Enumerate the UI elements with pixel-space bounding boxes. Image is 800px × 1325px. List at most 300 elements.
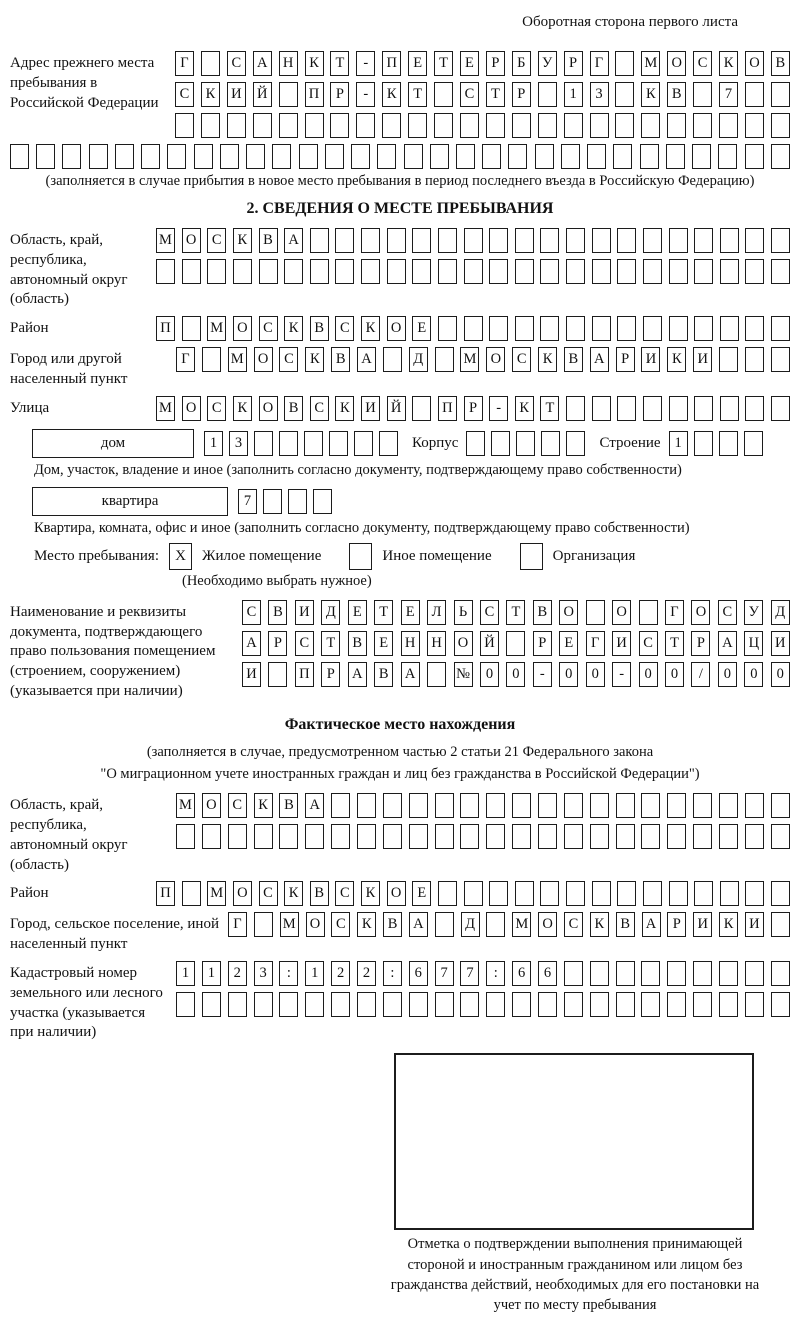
char-cell[interactable]: О [233, 881, 252, 906]
char-cell[interactable]: Т [330, 51, 349, 76]
char-cell[interactable] [515, 316, 534, 341]
char-cell[interactable] [720, 259, 739, 284]
char-cell[interactable]: Г [665, 600, 684, 625]
char-cell[interactable] [356, 113, 375, 138]
char-cell[interactable] [207, 259, 226, 284]
char-cell[interactable]: В [268, 600, 287, 625]
char-cell[interactable] [566, 431, 585, 456]
char-cell[interactable] [719, 431, 738, 456]
char-cell[interactable]: О [182, 396, 201, 421]
char-cell[interactable] [566, 228, 585, 253]
char-cell[interactable] [460, 824, 479, 849]
char-cell[interactable]: 6 [512, 961, 531, 986]
char-cell[interactable] [566, 396, 585, 421]
char-cell[interactable] [515, 259, 534, 284]
char-cell[interactable]: Д [771, 600, 790, 625]
char-cell[interactable] [383, 824, 402, 849]
char-cell[interactable] [202, 824, 221, 849]
char-cell[interactable]: К [233, 396, 252, 421]
char-cell[interactable] [771, 912, 790, 937]
char-cell[interactable]: Е [559, 631, 578, 656]
char-cell[interactable] [268, 662, 287, 687]
char-cell[interactable] [412, 259, 431, 284]
char-cell[interactable] [438, 881, 457, 906]
checkbox-residential[interactable]: X [169, 543, 192, 570]
char-cell[interactable]: Е [348, 600, 367, 625]
char-cell[interactable]: П [156, 316, 175, 341]
char-cell[interactable] [744, 431, 763, 456]
char-cell[interactable]: О [202, 793, 221, 818]
char-cell[interactable] [719, 824, 738, 849]
char-cell[interactable]: П [305, 82, 324, 107]
char-cell[interactable] [719, 347, 738, 372]
char-cell[interactable] [506, 631, 525, 656]
char-cell[interactable] [669, 396, 688, 421]
char-cell[interactable]: К [233, 228, 252, 253]
char-cell[interactable] [279, 992, 298, 1017]
char-cell[interactable]: О [306, 912, 325, 937]
char-cell[interactable]: И [745, 912, 764, 937]
char-cell[interactable] [464, 259, 483, 284]
char-cell[interactable] [615, 82, 634, 107]
char-cell[interactable] [771, 228, 790, 253]
char-cell[interactable] [382, 113, 401, 138]
char-cell[interactable] [719, 992, 738, 1017]
char-cell[interactable] [694, 881, 713, 906]
char-cell[interactable] [564, 992, 583, 1017]
char-cell[interactable] [643, 316, 662, 341]
char-cell[interactable] [719, 961, 738, 986]
char-cell[interactable]: 0 [718, 662, 737, 687]
char-cell[interactable]: О [387, 881, 406, 906]
char-cell[interactable] [357, 992, 376, 1017]
char-cell[interactable]: С [228, 793, 247, 818]
char-cell[interactable] [263, 489, 282, 514]
char-cell[interactable] [538, 113, 557, 138]
char-cell[interactable]: № [454, 662, 473, 687]
char-cell[interactable]: Т [374, 600, 393, 625]
char-cell[interactable] [409, 992, 428, 1017]
char-cell[interactable]: - [612, 662, 631, 687]
char-cell[interactable]: 2 [228, 961, 247, 986]
char-cell[interactable]: К [590, 912, 609, 937]
char-cell[interactable] [540, 259, 559, 284]
char-cell[interactable] [299, 144, 318, 169]
char-cell[interactable]: К [284, 316, 303, 341]
char-cell[interactable]: И [641, 347, 660, 372]
char-cell[interactable]: К [382, 82, 401, 107]
char-cell[interactable] [566, 259, 585, 284]
char-cell[interactable]: И [693, 912, 712, 937]
char-cell[interactable]: У [538, 51, 557, 76]
char-cell[interactable] [669, 316, 688, 341]
char-cell[interactable]: / [691, 662, 710, 687]
char-cell[interactable] [430, 144, 449, 169]
char-cell[interactable] [771, 793, 790, 818]
char-cell[interactable] [175, 113, 194, 138]
char-cell[interactable] [720, 316, 739, 341]
char-cell[interactable] [771, 144, 790, 169]
char-cell[interactable] [435, 347, 454, 372]
char-cell[interactable]: И [612, 631, 631, 656]
char-cell[interactable]: С [310, 396, 329, 421]
char-cell[interactable]: 0 [665, 662, 684, 687]
char-cell[interactable]: Р [616, 347, 635, 372]
char-cell[interactable] [718, 144, 737, 169]
char-cell[interactable] [694, 228, 713, 253]
char-cell[interactable]: Г [175, 51, 194, 76]
char-cell[interactable]: М [156, 396, 175, 421]
char-cell[interactable]: О [559, 600, 578, 625]
char-cell[interactable] [771, 259, 790, 284]
char-cell[interactable] [641, 113, 660, 138]
char-cell[interactable]: Е [412, 316, 431, 341]
char-cell[interactable]: Р [691, 631, 710, 656]
char-cell[interactable]: К [305, 51, 324, 76]
char-cell[interactable]: : [383, 961, 402, 986]
char-cell[interactable]: О [233, 316, 252, 341]
char-cell[interactable] [667, 961, 686, 986]
char-cell[interactable] [233, 259, 252, 284]
checkbox-other-premises[interactable] [349, 543, 372, 570]
char-cell[interactable]: И [693, 347, 712, 372]
char-cell[interactable] [771, 881, 790, 906]
char-cell[interactable]: П [382, 51, 401, 76]
char-cell[interactable] [720, 396, 739, 421]
char-cell[interactable] [254, 431, 273, 456]
char-cell[interactable] [613, 144, 632, 169]
char-cell[interactable] [694, 259, 713, 284]
char-cell[interactable] [771, 396, 790, 421]
char-cell[interactable]: М [207, 881, 226, 906]
char-cell[interactable] [460, 992, 479, 1017]
char-cell[interactable]: 7 [460, 961, 479, 986]
char-cell[interactable]: Л [427, 600, 446, 625]
char-cell[interactable] [464, 228, 483, 253]
char-cell[interactable] [667, 113, 686, 138]
char-cell[interactable]: И [242, 662, 261, 687]
char-cell[interactable] [304, 431, 323, 456]
char-cell[interactable]: Д [409, 347, 428, 372]
char-cell[interactable]: В [564, 347, 583, 372]
char-cell[interactable] [745, 824, 764, 849]
char-cell[interactable] [566, 881, 585, 906]
char-cell[interactable] [438, 259, 457, 284]
char-cell[interactable] [409, 793, 428, 818]
char-cell[interactable]: 1 [305, 961, 324, 986]
char-cell[interactable]: К [335, 396, 354, 421]
char-cell[interactable]: Р [321, 662, 340, 687]
char-cell[interactable]: С [480, 600, 499, 625]
char-cell[interactable] [617, 316, 636, 341]
char-cell[interactable] [412, 228, 431, 253]
char-cell[interactable] [325, 144, 344, 169]
char-cell[interactable] [167, 144, 186, 169]
char-cell[interactable]: А [642, 912, 661, 937]
char-cell[interactable]: С [718, 600, 737, 625]
char-cell[interactable] [335, 259, 354, 284]
char-cell[interactable] [331, 992, 350, 1017]
char-cell[interactable] [246, 144, 265, 169]
char-cell[interactable] [720, 228, 739, 253]
char-cell[interactable]: Е [401, 600, 420, 625]
char-cell[interactable]: 1 [669, 431, 688, 456]
char-cell[interactable] [535, 144, 554, 169]
char-cell[interactable]: Б [512, 51, 531, 76]
char-cell[interactable] [720, 881, 739, 906]
char-cell[interactable]: С [242, 600, 261, 625]
char-cell[interactable] [254, 824, 273, 849]
char-cell[interactable] [305, 992, 324, 1017]
char-cell[interactable]: О [182, 228, 201, 253]
char-cell[interactable]: С [259, 881, 278, 906]
char-cell[interactable] [141, 144, 160, 169]
char-cell[interactable]: С [460, 82, 479, 107]
char-cell[interactable] [771, 347, 790, 372]
char-cell[interactable] [460, 793, 479, 818]
char-cell[interactable]: С [335, 881, 354, 906]
char-cell[interactable]: Р [512, 82, 531, 107]
char-cell[interactable]: К [254, 793, 273, 818]
char-cell[interactable]: Е [412, 881, 431, 906]
char-cell[interactable] [590, 793, 609, 818]
char-cell[interactable] [330, 113, 349, 138]
char-cell[interactable] [745, 881, 764, 906]
char-cell[interactable] [592, 228, 611, 253]
char-cell[interactable]: - [356, 51, 375, 76]
char-cell[interactable] [354, 431, 373, 456]
char-cell[interactable] [641, 992, 660, 1017]
char-cell[interactable] [253, 113, 272, 138]
char-cell[interactable]: Г [586, 631, 605, 656]
char-cell[interactable] [667, 992, 686, 1017]
char-cell[interactable] [176, 824, 195, 849]
char-cell[interactable] [156, 259, 175, 284]
char-cell[interactable] [693, 793, 712, 818]
char-cell[interactable] [617, 881, 636, 906]
char-cell[interactable]: 3 [590, 82, 609, 107]
char-cell[interactable] [643, 228, 662, 253]
char-cell[interactable] [486, 912, 505, 937]
char-cell[interactable]: 6 [409, 961, 428, 986]
char-cell[interactable] [540, 316, 559, 341]
char-cell[interactable]: О [667, 51, 686, 76]
char-cell[interactable] [182, 316, 201, 341]
char-cell[interactable]: О [387, 316, 406, 341]
char-cell[interactable] [566, 316, 585, 341]
char-cell[interactable] [460, 113, 479, 138]
char-cell[interactable]: С [512, 347, 531, 372]
char-cell[interactable]: М [460, 347, 479, 372]
char-cell[interactable] [434, 82, 453, 107]
char-cell[interactable]: - [356, 82, 375, 107]
char-cell[interactable] [771, 824, 790, 849]
char-cell[interactable] [667, 793, 686, 818]
char-cell[interactable] [590, 992, 609, 1017]
char-cell[interactable] [745, 144, 764, 169]
char-cell[interactable]: М [156, 228, 175, 253]
char-cell[interactable]: Т [665, 631, 684, 656]
char-cell[interactable] [564, 824, 583, 849]
char-cell[interactable]: 6 [538, 961, 557, 986]
char-cell[interactable] [182, 881, 201, 906]
char-cell[interactable]: П [438, 396, 457, 421]
char-cell[interactable] [220, 144, 239, 169]
char-cell[interactable] [692, 144, 711, 169]
char-cell[interactable] [616, 961, 635, 986]
char-cell[interactable]: А [305, 793, 324, 818]
char-cell[interactable]: К [305, 347, 324, 372]
char-cell[interactable]: Е [374, 631, 393, 656]
char-cell[interactable]: С [175, 82, 194, 107]
char-cell[interactable]: П [156, 881, 175, 906]
char-cell[interactable] [387, 259, 406, 284]
char-cell[interactable]: Т [486, 82, 505, 107]
char-cell[interactable]: Ь [454, 600, 473, 625]
char-cell[interactable] [310, 228, 329, 253]
char-cell[interactable] [201, 113, 220, 138]
char-cell[interactable] [361, 259, 380, 284]
char-cell[interactable] [512, 113, 531, 138]
char-cell[interactable]: Р [330, 82, 349, 107]
char-cell[interactable]: М [176, 793, 195, 818]
char-cell[interactable]: Т [408, 82, 427, 107]
char-cell[interactable]: Д [461, 912, 480, 937]
char-cell[interactable]: : [279, 961, 298, 986]
char-cell[interactable]: С [639, 631, 658, 656]
char-cell[interactable]: М [641, 51, 660, 76]
char-cell[interactable] [288, 489, 307, 514]
char-cell[interactable]: В [374, 662, 393, 687]
char-cell[interactable]: К [538, 347, 557, 372]
char-cell[interactable] [486, 824, 505, 849]
char-cell[interactable]: В [279, 793, 298, 818]
char-cell[interactable] [538, 793, 557, 818]
char-cell[interactable] [538, 82, 557, 107]
char-cell[interactable] [486, 992, 505, 1017]
char-cell[interactable]: В [533, 600, 552, 625]
char-cell[interactable]: О [454, 631, 473, 656]
char-cell[interactable]: А [718, 631, 737, 656]
char-cell[interactable]: С [279, 347, 298, 372]
char-cell[interactable] [279, 82, 298, 107]
char-cell[interactable] [745, 259, 764, 284]
char-cell[interactable] [435, 824, 454, 849]
char-cell[interactable] [592, 396, 611, 421]
char-cell[interactable] [435, 912, 454, 937]
char-cell[interactable]: Р [533, 631, 552, 656]
char-cell[interactable]: В [348, 631, 367, 656]
char-cell[interactable] [464, 316, 483, 341]
char-cell[interactable] [617, 228, 636, 253]
char-cell[interactable]: А [401, 662, 420, 687]
char-cell[interactable] [508, 144, 527, 169]
char-cell[interactable] [561, 144, 580, 169]
char-cell[interactable] [745, 396, 764, 421]
char-cell[interactable] [194, 144, 213, 169]
char-cell[interactable]: 7 [435, 961, 454, 986]
char-cell[interactable] [616, 824, 635, 849]
char-cell[interactable]: 3 [254, 961, 273, 986]
char-cell[interactable]: Т [321, 631, 340, 656]
char-cell[interactable] [745, 228, 764, 253]
char-cell[interactable] [667, 824, 686, 849]
char-cell[interactable] [693, 113, 712, 138]
char-cell[interactable] [456, 144, 475, 169]
char-cell[interactable]: В [310, 881, 329, 906]
char-cell[interactable]: К [667, 347, 686, 372]
char-cell[interactable]: 7 [238, 489, 257, 514]
char-cell[interactable] [592, 259, 611, 284]
char-cell[interactable] [361, 228, 380, 253]
char-cell[interactable]: 3 [229, 431, 248, 456]
char-cell[interactable] [693, 82, 712, 107]
char-cell[interactable] [694, 316, 713, 341]
char-cell[interactable] [357, 824, 376, 849]
char-cell[interactable] [310, 259, 329, 284]
char-cell[interactable]: А [590, 347, 609, 372]
char-cell[interactable]: О [486, 347, 505, 372]
char-cell[interactable] [590, 824, 609, 849]
char-cell[interactable] [482, 144, 501, 169]
char-cell[interactable] [279, 113, 298, 138]
char-cell[interactable] [329, 431, 348, 456]
char-cell[interactable]: К [284, 881, 303, 906]
char-cell[interactable] [331, 824, 350, 849]
char-cell[interactable] [383, 793, 402, 818]
char-cell[interactable] [377, 144, 396, 169]
char-cell[interactable] [36, 144, 55, 169]
char-cell[interactable]: О [612, 600, 631, 625]
char-cell[interactable] [512, 992, 531, 1017]
char-cell[interactable]: О [254, 347, 273, 372]
char-cell[interactable]: О [538, 912, 557, 937]
char-cell[interactable]: 0 [559, 662, 578, 687]
char-cell[interactable]: К [719, 912, 738, 937]
char-cell[interactable]: П [295, 662, 314, 687]
char-cell[interactable]: С [227, 51, 246, 76]
char-cell[interactable] [434, 113, 453, 138]
char-cell[interactable]: О [691, 600, 710, 625]
char-cell[interactable] [615, 113, 634, 138]
char-cell[interactable] [745, 992, 764, 1017]
char-cell[interactable] [305, 113, 324, 138]
char-cell[interactable] [486, 113, 505, 138]
char-cell[interactable] [540, 228, 559, 253]
char-cell[interactable] [412, 396, 431, 421]
char-cell[interactable]: 0 [586, 662, 605, 687]
char-cell[interactable]: А [242, 631, 261, 656]
char-cell[interactable]: Г [590, 51, 609, 76]
char-cell[interactable]: В [771, 51, 790, 76]
char-cell[interactable]: О [259, 396, 278, 421]
char-cell[interactable]: Р [486, 51, 505, 76]
char-cell[interactable]: В [284, 396, 303, 421]
char-cell[interactable]: С [331, 912, 350, 937]
checkbox-organization[interactable] [520, 543, 543, 570]
char-cell[interactable] [771, 961, 790, 986]
char-cell[interactable] [512, 824, 531, 849]
char-cell[interactable]: В [383, 912, 402, 937]
char-cell[interactable] [719, 113, 738, 138]
char-cell[interactable] [331, 793, 350, 818]
char-cell[interactable]: И [361, 396, 380, 421]
char-cell[interactable]: К [361, 881, 380, 906]
char-cell[interactable]: К [357, 912, 376, 937]
char-cell[interactable] [641, 824, 660, 849]
char-cell[interactable] [489, 228, 508, 253]
char-cell[interactable] [404, 144, 423, 169]
